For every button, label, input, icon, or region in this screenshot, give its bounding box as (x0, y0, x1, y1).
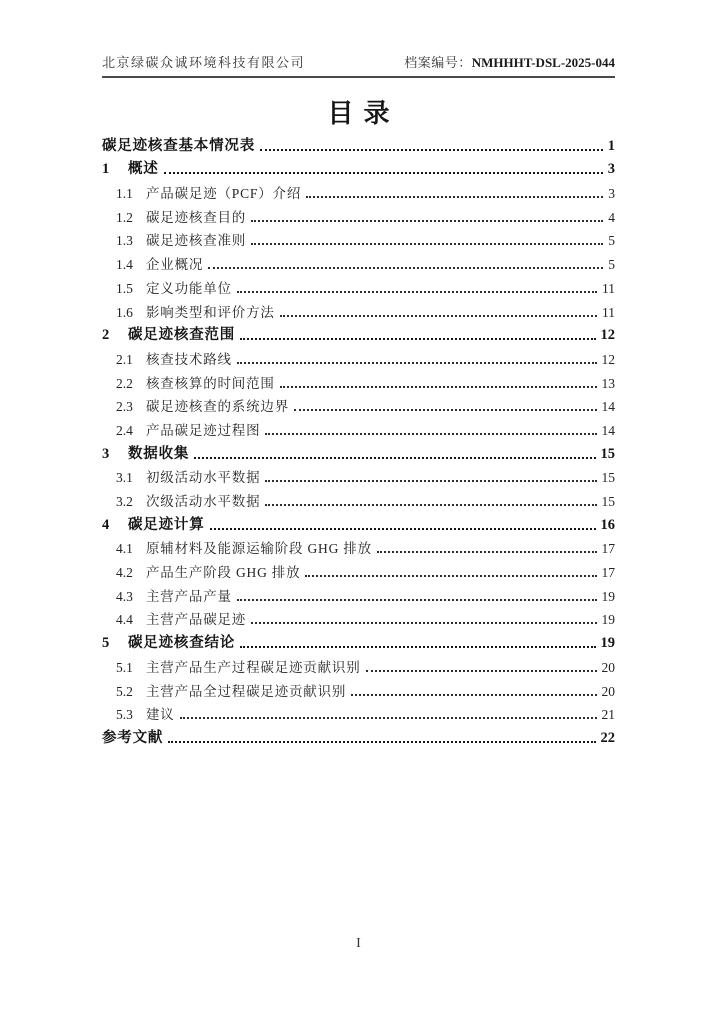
toc-entry-label: 主营产品全过程碳足迹贡献识别 (146, 683, 347, 699)
toc-leader-dots (351, 694, 596, 696)
toc-entry (102, 392, 615, 416)
toc-entry (102, 510, 615, 534)
toc-entry (102, 723, 615, 747)
toc-entry (102, 700, 615, 724)
toc-leader-dots (251, 220, 603, 222)
toc-leader-dots (265, 504, 596, 506)
toc-leader-dots (265, 480, 596, 482)
toc-entry-number: 1.2 (116, 209, 133, 225)
toc-entry-number: 1.3 (116, 233, 133, 249)
toc-leader-dots (366, 670, 597, 672)
toc-entry-number: 2.1 (116, 351, 133, 367)
toc-entry-label: 企业概况 (146, 257, 204, 273)
toc-entry-label: 主营产品碳足迹 (146, 612, 247, 628)
toc-entry-number: 4.2 (116, 565, 133, 581)
toc-entry-label: 主营产品产量 (146, 588, 232, 604)
toc-entry-label: 碳足迹核查目的 (146, 209, 247, 225)
toc-entry-page: 21 (601, 707, 615, 723)
toc-entry-page: 17 (601, 541, 615, 557)
toc-entry (102, 557, 615, 581)
toc-entry (102, 605, 615, 629)
toc-leader-dots (240, 646, 595, 648)
toc-entry-label: 定义功能单位 (146, 280, 232, 296)
toc-leader-dots (280, 386, 597, 388)
toc-entry-label: 碳足迹核查结论 (128, 635, 236, 652)
toc-entry-number: 1 (102, 161, 111, 178)
toc-leader-dots (168, 741, 595, 743)
toc-entry-label: 初级活动水平数据 (146, 470, 261, 486)
toc-entry-number: 1.6 (116, 304, 133, 320)
page-title: 目录 (327, 99, 400, 128)
toc-entry (102, 676, 615, 700)
toc-entry-number: 2.2 (116, 375, 133, 391)
page-header (102, 52, 615, 78)
toc-entry-label: 碳足迹核查基本情况表 (102, 137, 255, 154)
toc-entry (102, 581, 615, 605)
toc-entry-page: 3 (608, 186, 615, 202)
toc-entry-label: 原辅材料及能源运输阶段 GHG 排放 (146, 541, 372, 557)
toc-entry (102, 344, 615, 368)
toc-leader-dots (240, 338, 595, 340)
toc-entry-page: 5 (608, 233, 615, 249)
toc-entry (102, 178, 615, 202)
toc-entry-page: 19 (601, 588, 615, 604)
toc-entry-page: 15 (601, 494, 615, 509)
toc-entry (102, 202, 615, 226)
toc-entry (102, 628, 615, 652)
toc-entry (102, 368, 615, 392)
toc-entry-page: 15 (601, 470, 615, 486)
table-of-contents (102, 131, 615, 747)
toc-entry-label: 建议 (146, 707, 175, 723)
toc-entry-page: 15 (600, 445, 615, 462)
toc-entry-page: 14 (601, 399, 615, 415)
toc-leader-dots (306, 196, 603, 198)
toc-leader-dots (237, 599, 597, 601)
toc-entry (102, 155, 615, 179)
toc-leader-dots (164, 172, 603, 174)
toc-leader-dots (305, 575, 596, 577)
toc-entry-page: 20 (601, 683, 615, 699)
toc-entry-number: 3.2 (116, 494, 133, 509)
header-doc-number (404, 52, 615, 71)
toc-entry (102, 226, 615, 250)
toc-entry (102, 463, 615, 487)
toc-entry (102, 249, 615, 273)
toc-entry-number: 2 (102, 327, 111, 344)
toc-entry-number: 2.3 (116, 399, 133, 415)
toc-entry-page: 5 (608, 257, 615, 273)
toc-entry-number: 5 (102, 635, 111, 652)
toc-entry-label: 次级活动水平数据 (146, 494, 261, 509)
toc-entry-page: 16 (600, 516, 615, 533)
toc-entry (102, 415, 615, 439)
toc-leader-dots (260, 149, 603, 151)
toc-leader-dots (280, 315, 597, 317)
doc-number-label: 档案编号： (404, 55, 472, 70)
toc-entry-label: 碳足迹核查准则 (146, 233, 247, 249)
toc-entry-page: 19 (601, 612, 615, 628)
toc-entry-label: 碳足迹核查的系统边界 (146, 399, 289, 415)
toc-leader-dots (237, 291, 597, 293)
toc-entry (102, 273, 615, 297)
toc-leader-dots (208, 267, 603, 269)
toc-entry-page: 20 (601, 659, 615, 675)
header-company-name: 北京绿碳众诚环境科技有限公司 (102, 55, 306, 70)
toc-leader-dots (194, 457, 595, 459)
toc-leader-dots (294, 409, 597, 411)
toc-entry-page: 3 (607, 161, 615, 178)
toc-entry-number: 4 (102, 516, 111, 533)
toc-entry (102, 439, 615, 463)
toc-entry-label: 产品碳足迹过程图 (146, 422, 261, 438)
toc-entry-number: 4.1 (116, 541, 133, 557)
toc-entry-label: 核查核算的时间范围 (146, 375, 275, 391)
toc-entry-label: 概述 (128, 161, 159, 178)
toc-entry-page: 1 (607, 137, 615, 154)
toc-entry-label: 主营产品生产过程碳足迹贡献识别 (146, 659, 361, 675)
toc-entry-number: 3.1 (116, 470, 133, 486)
toc-entry-page: 11 (602, 280, 615, 296)
toc-entry-page: 17 (601, 565, 615, 581)
toc-entry (102, 297, 615, 321)
page-number: I (356, 936, 361, 951)
toc-entry-page: 22 (600, 729, 615, 746)
toc-entry-page: 12 (600, 327, 615, 344)
toc-leader-dots (237, 362, 597, 364)
toc-entry (102, 534, 615, 558)
toc-leader-dots (251, 622, 596, 624)
toc-entry (102, 321, 615, 345)
toc-entry-number: 5.1 (116, 659, 133, 675)
toc-leader-dots (251, 243, 603, 245)
toc-entry-number: 5.3 (116, 707, 133, 723)
toc-entry-page: 4 (608, 209, 615, 225)
toc-leader-dots (377, 551, 597, 553)
toc-entry-page: 19 (600, 635, 615, 652)
doc-number-value: NMHHHT-DSL-2025-044 (471, 55, 615, 70)
toc-leader-dots (210, 528, 596, 530)
toc-leader-dots (265, 433, 596, 435)
toc-entry-label: 产品生产阶段 GHG 排放 (146, 565, 301, 581)
toc-entry (102, 131, 615, 155)
toc-entry-page: 11 (602, 304, 615, 320)
toc-entry-number: 1.5 (116, 280, 133, 296)
toc-entry-number: 5.2 (116, 683, 133, 699)
toc-entry-page: 14 (601, 422, 615, 438)
toc-entry-label: 参考文献 (102, 729, 164, 746)
page-footer (102, 936, 615, 952)
toc-entry-page: 12 (601, 351, 615, 367)
toc-entry-number: 3 (102, 445, 111, 462)
toc-entry-label: 影响类型和评价方法 (146, 304, 275, 320)
toc-entry-number: 1.4 (116, 257, 133, 273)
toc-entry-number: 2.4 (116, 422, 133, 438)
toc-entry-label: 核查技术路线 (146, 351, 232, 367)
toc-entry-number: 4.4 (116, 612, 133, 628)
toc-entry (102, 652, 615, 676)
toc-entry-page: 13 (601, 375, 615, 391)
toc-leader-dots (180, 717, 597, 719)
toc-entry (102, 486, 615, 510)
toc-entry-number: 1.1 (116, 186, 133, 202)
toc-entry-number: 4.3 (116, 588, 133, 604)
toc-entry-label: 数据收集 (128, 445, 190, 462)
toc-entry-label: 产品碳足迹（PCF）介绍 (146, 186, 302, 202)
toc-entry-label: 碳足迹核查范围 (128, 327, 236, 344)
toc-entry-label: 碳足迹计算 (128, 516, 205, 533)
